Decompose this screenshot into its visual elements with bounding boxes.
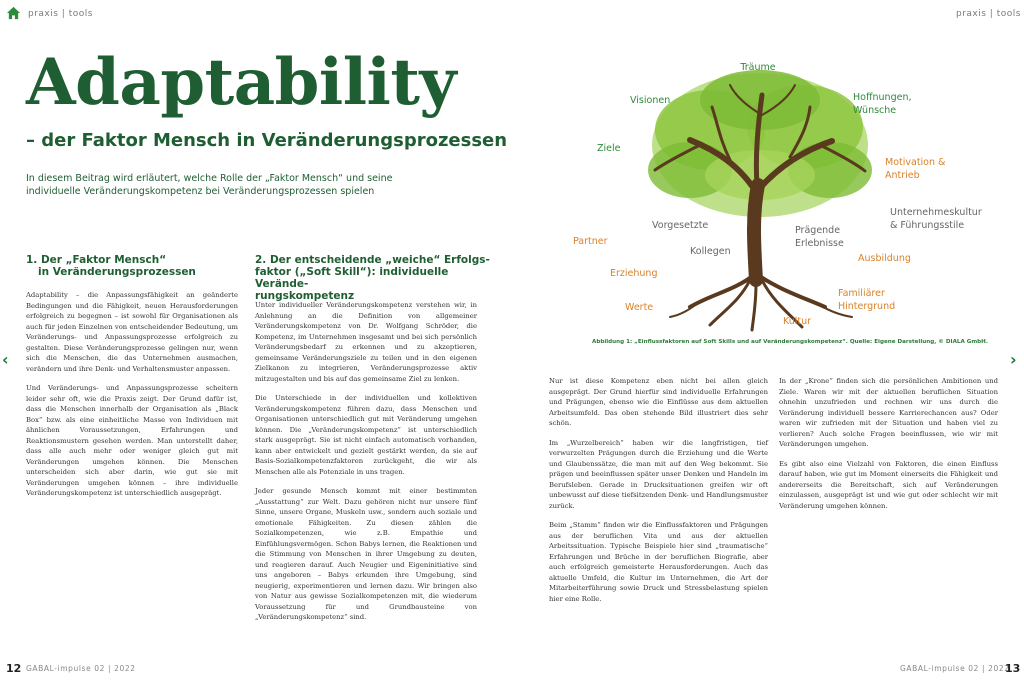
section1-body: Adaptability – die Anpassungsfähigkeit an geänderte Bedingungen und die Fähigkeit, neuen Herausforderungen erfolgreich zu begegnen – ist sowohl für Organisationen als auch für jeden Einzelnen von entscheidender Bedeutung, um Veränderungs- und Anpassungsprozesse erfolgreich zu gestalten. Diese Veränderungsprozesse gelingen nur, wenn sich die Menschen, die das Unternehmen ausmachen, verändern und ihre Denk- und Verhaltensmuster anpassen. Und Veränderungs- und Anpassungsprozesse scheitern leider sehr oft, wie die Praxis zeigt. Der Grund dafür ist, dass die Menschen innerhalb der Organisation als „Black Box“ bzw. als eine einheitliche Masse von Individuen mit ähnlichen Voraussetzungen, Erfahrungen und Reaktionsmustern gesehen werden. Man unterstellt daher, dass alle auch mehr oder weniger gleich gut mit Veränderungen umgehen können. Die Menschen unterscheiden sich aber darin, wie gut sie mit Veränderungen umgehen können – ihre individuelle Veränderungskompetenz ist unterschiedlich ausgeprägt. [26, 291, 238, 497]
label-erziehung: Erziehung [610, 268, 658, 279]
label-unternehmenskultur-1: Unternehmeskultur [890, 207, 982, 218]
article-subtitle: – der Faktor Mensch in Veränderungsprozessen [26, 130, 508, 151]
article-lead: In diesem Beitrag wird erläutert, welche Rolle der „Faktor Mensch“ und seine individuelle Veränderungskompetenz bei Veränderungsprozessen spielen [26, 173, 393, 197]
page-number-right: 13 [1005, 662, 1021, 675]
magazine-label-right: GABAL-impulse 02 | 2022 [900, 664, 1010, 673]
section3-body: Nur ist diese Kompetenz eben nicht bei allen gleich ausgeprägt. Der Grund hierfür sind individuelle Erfahrungen und Prägungen, ebenso wie die Einflüsse aus dem aktuellen Arbeitsumfeld. Das oben stehende Bild illustriert dies sehr schön. Im „Wurzelbereich“ haben wir die langfristigen, tief verwurzelten Prägungen durch die Erziehung und die Werte und Glaubenssätze, die man mit auf den Weg bekommt. Sie prägen und beeinflussen später unser Denken und Handeln im Berufsleben. Gerade in Drucksituationen greifen wir oft unbewusst auf diese tiefsitzenden Denk- und Handlungsmuster zurück. Beim „Stamm“ finden wir die Einflussfaktoren und Prägungen aus der beruflichen Vita und aus der aktuellen Arbeitssituation. Typische Beispiele hier sind „traumatische“ Erfahrungen und Brüche in der beruflichen Biografie, aber auch erfolgreich gemeisterte Herausforderungen. Auch das aktuelle Umfeld, die Kultur im Unternehmen, die Art der Mitarbeiterführung sowie Druck und Stressbelastung spielen hier eine Rolle. [549, 377, 768, 603]
label-kollegen: Kollegen [690, 246, 731, 257]
label-hoffnungen-2: Wünsche [853, 105, 897, 116]
section2-body: Unter individueller Veränderungskompetenz verstehen wir, in Anlehnung an die Definition von allgemeiner Veränderungskompetenz von Dr. Wolfgang Schröder, die Kompetenz, im Unternehmen insgesamt und bei sich persönlich Veränderungsbedarf zu erkennen und zu akzeptieren, gemeinsame Veränderungsziele zu teilen und in den eigenen Zielkanon zu integrieren, Veränderungsprozesse aktiv mitzugestalten und bis auf das gemeinsame Ziel zu lenken. Die Unterschiede in der individuellen und kollektiven Veränderungskompetenz führen dazu, dass Menschen und Organisationen unterschiedlich gut mit Veränderung umgehen können. Die „Veränderungskompetenz“ ist unterschiedlich stark ausgeprägt. Sie ist nicht einfach automatisch vorhanden, kann aber entwickelt und gezielt gestärkt werden, da sie auf Basis-Sozialkompetenzfaktoren zurückgeht, die wir als Menschen alle als Potenziale in uns tragen. Jeder gesunde Mensch kommt mit einer bestimmten „Ausstattung“ zur Welt. Dazu gehören nicht nur unsere fünf Sinne, unsere Organe, Muskeln usw., sondern auch soziale und emotionale Fähigkeiten. Zu diesen zählen die Sozialkompetenzen, wie z.B. Empathie und Einfühlungsvermögen. Schon Babys lernen, die Reaktionen und die Stimmung von Menschen in ihrer Umgebung zu deuten, und reagieren darauf. Auch Neugier und Eigeninitiative sind uns angeboren – Babys erkunden ihre Umgebung, sind neugierig, experimentieren und lernen dazu. Wir bringen also von Natur aus gewisse Sozialkompetenzen mit, die wiederum Voraussetzung für und Grundbausteine von „Veränderungskompetenz“ sind. [255, 301, 477, 621]
label-ziele: Ziele [597, 143, 621, 154]
chevron-left-icon[interactable]: ‹ [2, 350, 9, 369]
label-ausbildung: Ausbildung [858, 253, 911, 264]
label-motivation-1: Motivation & [885, 157, 946, 168]
section4-body: In der „Krone“ finden sich die persönlichen Ambitionen und Ziele. Waren wir mit der aktuellen beruflichen Situation ohnehin unzufrieden und rechnen wir uns durch die Veränderung individuell bessere Karrierechancen aus? Oder waren wir zufrieden mit der Situation und haben viel zu verlieren? Auch solche Fragen beeinflussen, wie wir mit Veränderungen umgehen. Es gibt also eine Vielzahl von Faktoren, die einen Einfluss darauf haben, wie gut im Moment einerseits die Fähigkeit und andererseits die Bereitschaft, sich auf Veränderungen einzulassen, ausgeprägt ist und wie gut oder schlecht wir mit Veränderung umgehen können. [779, 377, 998, 510]
label-praegende-2: Erlebnisse [795, 238, 844, 249]
section-label-right: praxis | tools [956, 9, 1021, 19]
label-kultur: Kultur [783, 316, 812, 327]
label-hoffnungen-1: Hoffnungen, [853, 92, 912, 103]
label-partner: Partner [573, 236, 608, 247]
label-familiaerer-2: Hintergrund [838, 301, 896, 312]
section-label-left: praxis | tools [28, 9, 93, 19]
section1-heading: 1. Der „Faktor Mensch“ in Veränderungsprozessen [26, 254, 196, 278]
page-number-left: 12 [6, 662, 22, 675]
tree-figure [540, 45, 1010, 335]
label-vorgesetzte: Vorgesetzte [652, 220, 709, 231]
section2-heading: 2. Der entscheidende „weiche“ Erfolgs- faktor („Soft Skill“): individuelle Verände- rungskompetenz [255, 254, 490, 302]
label-traeume: Träume [740, 62, 776, 73]
label-unternehmenskultur-2: & Führungsstile [890, 220, 965, 231]
label-praegende-1: Prägende [795, 225, 841, 236]
label-familiaerer-1: Familiärer [838, 288, 885, 299]
label-visionen: Visionen [630, 95, 671, 106]
label-werte: Werte [625, 302, 654, 313]
figure-caption: Abbildung 1: „Einflussfaktoren auf Soft Skills und auf Veränderungskompetenz“. Quelle: Eigene Darstellung, © DIALA GmbH. [592, 339, 988, 345]
home-icon[interactable] [6, 6, 21, 20]
label-motivation-2: Antrieb [885, 170, 920, 181]
magazine-label-left: GABAL-impulse 02 | 2022 [26, 664, 136, 673]
chevron-right-icon[interactable]: › [1010, 350, 1017, 369]
article-title: Adaptability [26, 45, 457, 120]
